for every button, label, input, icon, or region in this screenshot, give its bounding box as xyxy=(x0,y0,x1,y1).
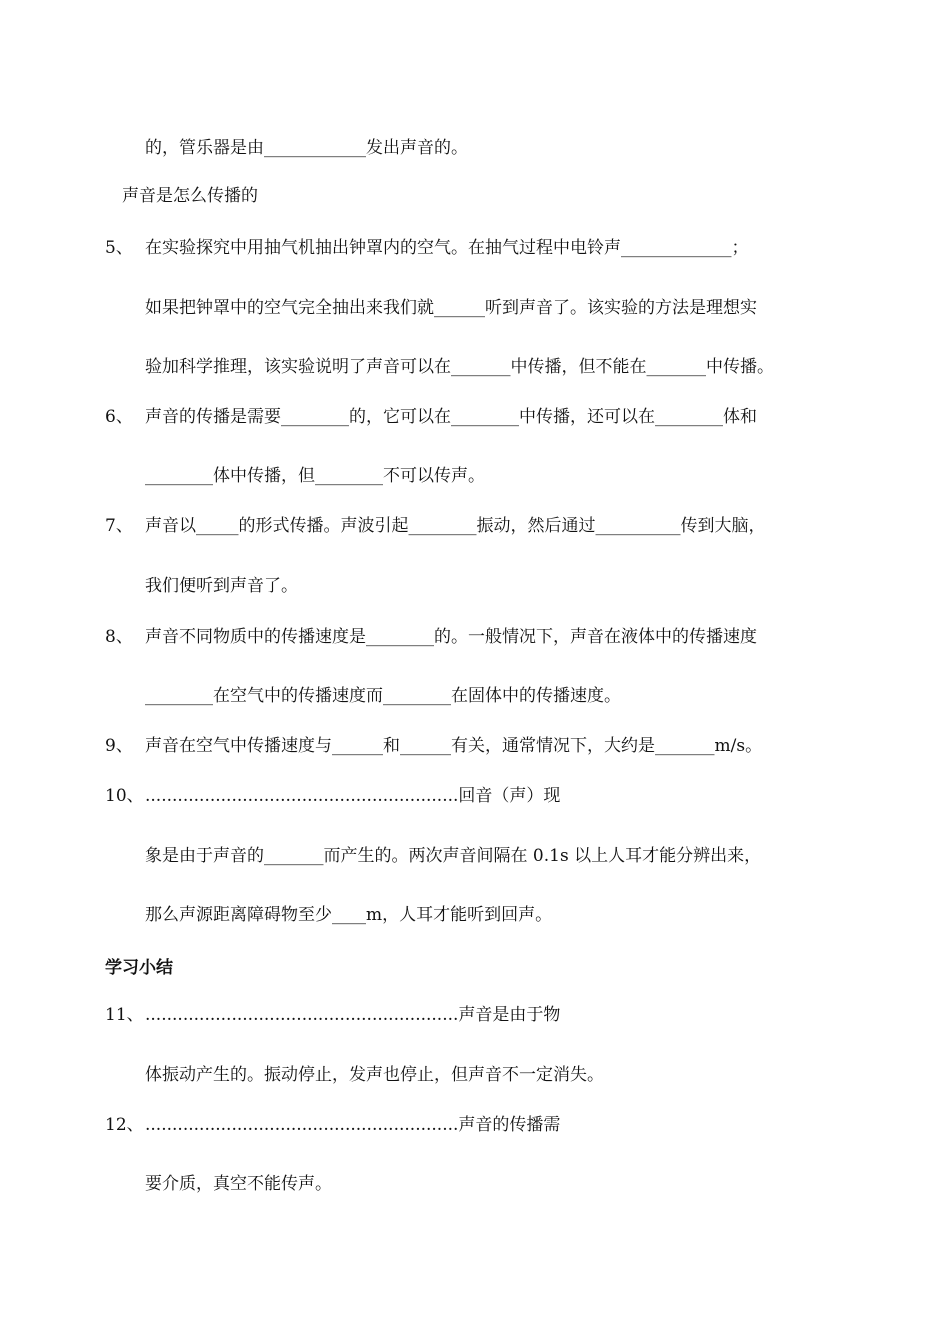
question-9-line-1: 声音在空气中传播速度与______和______有关，通常情况下，大约是_______m/s。 xyxy=(145,736,763,756)
question-5-line-2: 如果把钟罩中的空气完全抽出来我们就______听到声音了。该实验的方法是理想实 xyxy=(145,298,757,318)
question-11-line-1: ..........................................................声音是由于物 xyxy=(145,1005,561,1025)
question-7-line-2: 我们便听到声音了。 xyxy=(145,576,298,596)
question-10-line-2: 象是由于声音的_______而产生的。两次声音间隔在 0.1s 以上人耳才能分辨出来， xyxy=(145,846,762,866)
text-line: 的，管乐器是由____________发出声音的。 xyxy=(145,138,468,158)
question-number-10: 10、 xyxy=(105,786,144,806)
question-6-line-2: ________体中传播，但________不可以传声。 xyxy=(145,466,485,486)
question-8-line-2: ________在空气中的传播速度而________在固体中的传播速度。 xyxy=(145,686,621,706)
question-11-line-2: 体振动产生的。振动停止，发声也停止，但声音不一定消失。 xyxy=(145,1065,604,1085)
section-heading-summary: 学习小结 xyxy=(105,958,173,978)
question-number-11: 11、 xyxy=(105,1005,144,1025)
question-number-8: 8、 xyxy=(105,627,133,647)
question-6-line-1: 声音的传播是需要________的，它可以在________中传播，还可以在________体和 xyxy=(145,407,757,427)
question-number-7: 7、 xyxy=(105,516,133,536)
question-number-6: 6、 xyxy=(105,407,133,427)
question-7-line-1: 声音以_____的形式传播。声波引起________振动，然后通过__________传到大脑， xyxy=(145,516,766,536)
question-number-5: 5、 xyxy=(105,238,133,258)
section-heading-sound-propagation: 声音是怎么传播的 xyxy=(122,186,258,206)
question-12-line-1: ..........................................................声音的传播需 xyxy=(145,1115,561,1135)
question-5-line-1: 在实验探究中用抽气机抽出钟罩内的空气。在抽气过程中电铃声_____________； xyxy=(145,238,749,258)
question-number-9: 9、 xyxy=(105,736,133,756)
question-8-line-1: 声音不同物质中的传播速度是________的。一般情况下，声音在液体中的传播速度 xyxy=(145,627,757,647)
question-number-12: 12、 xyxy=(105,1115,144,1135)
question-10-line-3: 那么声源距离障碍物至少____m，人耳才能听到回声。 xyxy=(145,905,553,925)
question-5-line-3: 验加科学推理，该实验说明了声音可以在_______中传播，但不能在_______中传播。 xyxy=(145,357,774,377)
question-12-line-2: 要介质，真空不能传声。 xyxy=(145,1174,332,1194)
question-10-line-1: ..........................................................回音（声）现 xyxy=(145,786,561,806)
